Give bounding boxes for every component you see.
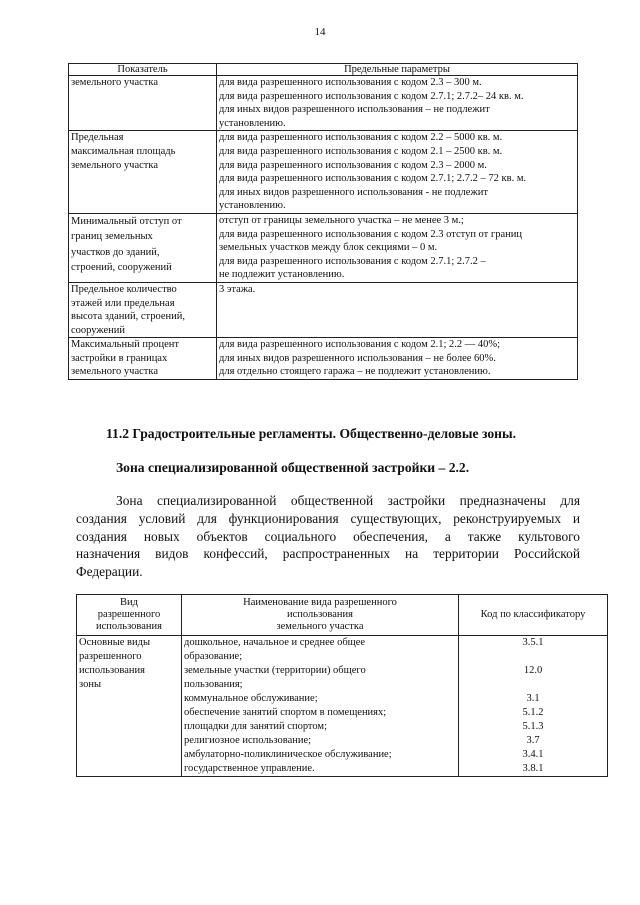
label-line: Предельное количество	[71, 283, 177, 295]
zone-description-paragraph	[76, 492, 580, 581]
label-line: строений, сооружений	[71, 262, 172, 274]
section-heading: 11.2 Градостроительные регламенты. Общественно-деловые зоны.	[106, 426, 516, 441]
paragraph-line: Федерации.	[76, 564, 143, 580]
value-line: для вида разрешенного использования с кодом 2.7.1; 2.7.2– 24 кв. м.	[219, 90, 524, 102]
use-name-line: образование;	[184, 651, 243, 662]
classifier-code: 3.5.1	[522, 637, 544, 648]
label-line: высота зданий, строений,	[71, 311, 186, 323]
classifier-code: 3.8.1	[522, 763, 544, 774]
label-line: зоны	[79, 679, 102, 690]
label-line: сооружений	[71, 324, 126, 336]
header-line: Код по классификатору	[480, 609, 586, 620]
table1-row-value	[217, 338, 578, 380]
zone-heading: Зона специализированной общественной застройки – 2.2.	[116, 460, 470, 475]
table2-header-use-type	[77, 595, 182, 636]
label-line: земельного участка	[71, 159, 158, 171]
value-line: для вида разрешенного использования с кодом 2.3 – 2000 м.	[219, 159, 487, 171]
use-name-line: обеспечение занятий спортом в помещениях;	[184, 707, 387, 718]
table2-group-label	[77, 636, 182, 777]
table1-row-label	[69, 338, 217, 380]
table-row	[69, 131, 578, 214]
use-name-line: земельные участки (территории) общего	[184, 665, 366, 676]
table-row	[77, 636, 608, 777]
table1-row-label	[69, 213, 217, 282]
use-name-line: пользования;	[184, 679, 243, 690]
table1-row-label	[69, 131, 217, 214]
value-line: для вида разрешенного использования с кодом 2.7.1; 2.7.2 –	[219, 255, 486, 267]
header-line: земельного участка	[276, 621, 364, 632]
value-line: установлению.	[219, 200, 286, 212]
value-line: для отдельно стоящего гаража – не подлежит установлению.	[219, 366, 491, 378]
value-line: для вида разрешенного использования с кодом 2.1; 2.2 — 40%;	[219, 339, 501, 351]
classifier-code: 3.7	[526, 735, 540, 746]
table2-header-code	[459, 595, 608, 636]
value-line: для вида разрешенного использования с кодом 2.1 – 2500 кв. м.	[219, 145, 503, 157]
label-line: использования	[79, 665, 145, 676]
classifier-code: 5.1.3	[522, 721, 544, 732]
use-name-line: площадки для занятий спортом;	[184, 721, 327, 732]
table1-header-parameters: Предельные параметры	[217, 64, 578, 76]
value-line: для иных видов разрешенного использования – не подлежит	[219, 104, 490, 116]
table1-row-value	[217, 76, 578, 131]
table1-row-value	[217, 131, 578, 214]
value-line: установлению.	[219, 117, 286, 129]
classifier-code: 3.4.1	[522, 749, 544, 760]
label-line: участков до зданий,	[71, 246, 160, 258]
table1-header-indicator: Показатель	[69, 64, 217, 76]
header-line: использования	[287, 609, 353, 620]
label-line: застройки в границах	[71, 352, 168, 364]
use-name-line: религиозное использование;	[184, 735, 312, 746]
label-line: Предельная	[71, 132, 124, 144]
value-line: для вида разрешенного использования с кодом 2.2 – 5000 кв. м.	[219, 132, 503, 144]
label-line: максимальная площадь	[71, 145, 176, 157]
table1-row-value	[217, 282, 578, 337]
label-line: Основные виды	[79, 637, 151, 648]
classifier-code: 3.1	[526, 693, 540, 704]
table-row	[69, 76, 578, 131]
table1-row-label	[69, 76, 217, 131]
value-line: для вида разрешенного использования с кодом 2.3 – 300 м.	[219, 77, 482, 88]
table-row	[69, 282, 578, 337]
table2-header-use-name	[182, 595, 459, 636]
zone-parameters-table	[68, 63, 578, 380]
value-line: для вида разрешенного использования с кодом 2.3 отступ от границ	[219, 228, 522, 240]
value-line: отступ от границы земельного участка – не менее 3 м.;	[219, 214, 464, 226]
value-line: не подлежит установлению.	[219, 269, 345, 281]
header-line: Вид	[120, 597, 138, 608]
value-line: земельных участков между блок секциями – 0 м.	[219, 242, 438, 254]
use-name-line: коммунальное обслуживание;	[184, 693, 318, 704]
label-line: границ земельных	[71, 231, 153, 243]
header-line: разрешенного	[97, 609, 161, 620]
use-name-line: дошкольное, начальное и среднее общее	[184, 637, 366, 648]
header-line: Наименование вида разрешенного	[243, 597, 397, 608]
paragraph-line: создания условий для функционирования существующих, реконструируемых и	[76, 510, 580, 526]
use-name-line: государственное управление.	[184, 763, 315, 774]
label-line: Минимальный отступ от	[71, 215, 182, 227]
value-line: для иных видов разрешенного использования – не более 60%.	[219, 352, 496, 364]
label-line: земельного участка	[71, 366, 158, 378]
page-number: 14	[314, 26, 326, 38]
value-line: для иных видов разрешенного использования - не подлежит	[219, 186, 488, 198]
value-line: 3 этажа.	[219, 283, 256, 295]
header-line: использования	[96, 621, 162, 632]
label-line: земельного участка	[71, 77, 158, 88]
classifier-code: 5.1.2	[522, 707, 544, 718]
label-line: Максимальный процент	[71, 339, 179, 351]
permitted-use-table	[76, 594, 608, 777]
table-row	[69, 338, 578, 380]
table1-row-value	[217, 213, 578, 282]
label-line: этажей или предельная	[71, 297, 175, 309]
value-line: для вида разрешенного использования с кодом 2.7.1; 2.7.2 – 72 кв. м.	[219, 173, 527, 185]
paragraph-line: создания новых объектов социального обеспечения, а также культового	[76, 528, 580, 544]
table2-codes	[459, 636, 608, 777]
classifier-code: 12.0	[523, 665, 543, 676]
table1-row-label	[69, 282, 217, 337]
paragraph-line: Зона специализированной общественной застройки предназначены для	[116, 493, 580, 508]
paragraph-line: назначения видов конфессий, распространенных на территории Российской	[76, 546, 580, 562]
table2-use-names	[182, 636, 459, 777]
label-line: разрешенного	[79, 651, 142, 662]
use-name-line: амбулаторно-поликлиническое обслуживание;	[184, 749, 392, 760]
table-row	[69, 213, 578, 282]
